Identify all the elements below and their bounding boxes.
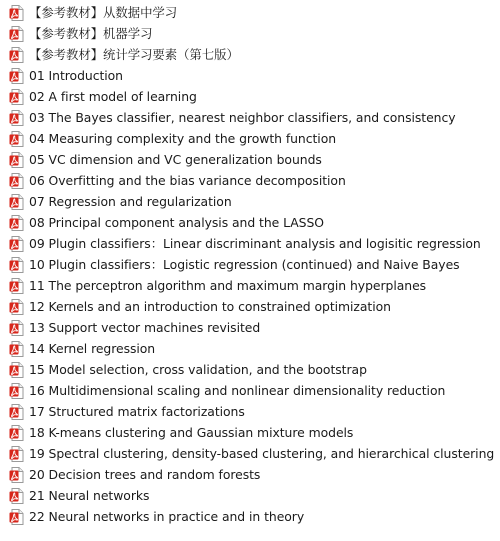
file-item[interactable] [0, 359, 500, 380]
pdf-file-icon [9, 341, 25, 357]
pdf-file-icon [9, 152, 25, 168]
file-name: 17 Structured matrix factorizations [29, 404, 245, 419]
file-item[interactable] [0, 191, 500, 212]
file-item[interactable] [0, 380, 500, 401]
file-item[interactable] [0, 464, 500, 485]
file-item[interactable] [0, 86, 500, 107]
file-name: 08 Principal component analysis and the LASSO [29, 215, 325, 230]
file-name: 04 Measuring complexity and the growth function [29, 131, 337, 146]
pdf-file-icon [9, 47, 25, 63]
file-item[interactable] [0, 485, 500, 506]
file-name: 02 A first model of learning [29, 89, 197, 104]
file-name: 05 VC dimension and VC generalization bounds [29, 152, 322, 167]
file-name: 12 Kernels and an introduction to constrained optimization [29, 299, 391, 314]
pdf-file-icon [9, 467, 25, 483]
pdf-file-icon [9, 446, 25, 462]
pdf-file-icon [9, 89, 25, 105]
file-item[interactable] [0, 44, 500, 65]
file-item[interactable] [0, 254, 500, 275]
file-item[interactable] [0, 107, 500, 128]
file-item[interactable] [0, 149, 500, 170]
file-item[interactable] [0, 506, 500, 527]
file-name: 【参考教材】从数据中学习 [29, 5, 178, 20]
pdf-file-icon [9, 173, 25, 189]
pdf-file-icon [9, 383, 25, 399]
file-item[interactable] [0, 296, 500, 317]
file-item[interactable] [0, 233, 500, 254]
file-item[interactable] [0, 212, 500, 233]
pdf-file-icon [9, 509, 25, 525]
file-item[interactable] [0, 128, 500, 149]
file-name: 10 Plugin classifiers：Logistic regression (continued) and Naive Bayes [29, 257, 460, 272]
pdf-file-icon [9, 404, 25, 420]
file-name: 11 The perceptron algorithm and maximum margin hyperplanes [29, 278, 427, 293]
file-item[interactable] [0, 23, 500, 44]
file-name: 【参考教材】机器学习 [29, 26, 153, 41]
file-name: 21 Neural networks [29, 488, 150, 503]
pdf-file-icon [9, 425, 25, 441]
file-name: 15 Model selection, cross validation, and the bootstrap [29, 362, 367, 377]
pdf-file-icon [9, 320, 25, 336]
file-name: 06 Overfitting and the bias variance decomposition [29, 173, 346, 188]
pdf-file-icon [9, 362, 25, 378]
file-item[interactable] [0, 422, 500, 443]
file-item[interactable] [0, 2, 500, 23]
file-item[interactable] [0, 275, 500, 296]
pdf-file-icon [9, 26, 25, 42]
file-name: 16 Multidimensional scaling and nonlinear dimensionality reduction [29, 383, 446, 398]
file-item[interactable] [0, 170, 500, 191]
file-name: 19 Spectral clustering, density-based clustering, and hierarchical clustering [29, 446, 495, 461]
pdf-file-icon [9, 236, 25, 252]
file-name: 09 Plugin classifiers：Linear discriminant analysis and logisitic regression [29, 236, 481, 251]
file-item[interactable] [0, 317, 500, 338]
pdf-file-icon [9, 278, 25, 294]
file-name: 20 Decision trees and random forests [29, 467, 261, 482]
file-name: 18 K-means clustering and Gaussian mixture models [29, 425, 354, 440]
pdf-file-icon [9, 5, 25, 21]
file-name: 03 The Bayes classifier, nearest neighbor classifiers, and consistency [29, 110, 456, 125]
file-name: 13 Support vector machines revisited [29, 320, 261, 335]
file-name: 14 Kernel regression [29, 341, 156, 356]
file-item[interactable] [0, 338, 500, 359]
file-name: 01 Introduction [29, 68, 123, 83]
pdf-file-icon [9, 131, 25, 147]
file-item[interactable] [0, 65, 500, 86]
pdf-file-icon [9, 488, 25, 504]
pdf-file-icon [9, 215, 25, 231]
file-name: 07 Regression and regularization [29, 194, 232, 209]
pdf-file-icon [9, 299, 25, 315]
file-name: 【参考教材】统计学习要素（第七版） [29, 47, 239, 62]
pdf-file-icon [9, 194, 25, 210]
pdf-file-icon [9, 257, 25, 273]
file-item[interactable] [0, 401, 500, 422]
file-item[interactable] [0, 443, 500, 464]
pdf-file-icon [9, 110, 25, 126]
file-name: 22 Neural networks in practice and in theory [29, 509, 305, 524]
pdf-file-icon [9, 68, 25, 84]
